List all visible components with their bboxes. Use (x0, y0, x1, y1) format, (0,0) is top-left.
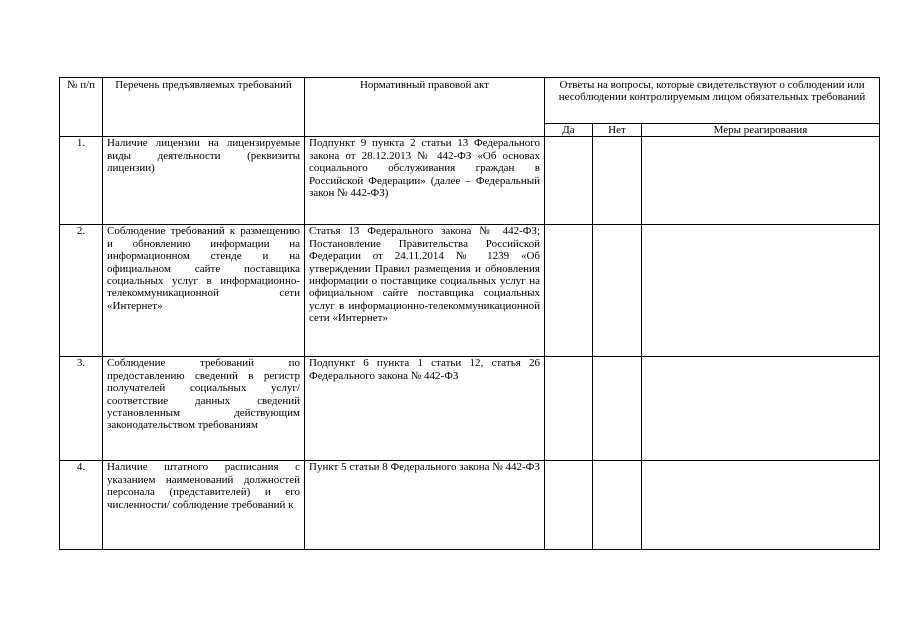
row-measures-cell[interactable] (642, 357, 880, 461)
row-requirement: Наличие лицензии на лицензируемые виды деятельности (реквизиты лицензии) (103, 137, 305, 225)
row-yes-cell[interactable] (545, 137, 593, 225)
header-num: № п/п (60, 78, 103, 137)
row-requirement: Соблюдение требований к размещению и обновлению информации на информационном стенде и на официальном сайте поставщика социальных услуг в информационно-телекоммуникационной сети «Интернет» (103, 225, 305, 357)
header-answers: Ответы на вопросы, которые свидетельствуют о соблюдении или несоблюдении контролируемым лицом обязательных требований (545, 78, 880, 124)
row-yes-cell[interactable] (545, 357, 593, 461)
row-num: 2. (60, 225, 103, 357)
table-row (60, 225, 880, 357)
row-no-cell[interactable] (593, 357, 642, 461)
row-no-cell[interactable] (593, 225, 642, 357)
row-yes-cell[interactable] (545, 461, 593, 550)
row-no-cell[interactable] (593, 137, 642, 225)
table-row (60, 357, 880, 461)
row-measures-cell[interactable] (642, 137, 880, 225)
header-no: Нет (593, 124, 642, 137)
row-no-cell[interactable] (593, 461, 642, 550)
row-measures-cell[interactable] (642, 225, 880, 357)
table-row (60, 137, 880, 225)
header-yes: Да (545, 124, 593, 137)
header-measures: Меры реагирования (642, 124, 880, 137)
row-act: Статья 13 Федерального закона № 442-ФЗ; Постановление Правительства Российской Федерации от 24.11.2014 № 1239 «Об утверждении Правил размещения и обновления информации о поставщике социальных услуг на официальном сайте поставщика социальных услуг в информационно-телекоммуникационной сети «Интернет» (305, 225, 545, 357)
row-act: Подпункт 9 пункта 2 статьи 13 Федерального закона от 28.12.2013 № 442-ФЗ «Об основах социального обслуживания граждан в Российской Федерации» (далее – Федеральный закон № 442-ФЗ) (305, 137, 545, 225)
row-act: Пункт 5 статьи 8 Федерального закона № 442-ФЗ (305, 461, 545, 550)
row-yes-cell[interactable] (545, 225, 593, 357)
row-requirement: Наличие штатного расписания с указанием наименований должностей персонала (представителей) и его численности/ соблюдение требований к (103, 461, 305, 550)
header-act: Нормативный правовой акт (305, 78, 545, 137)
table-row (60, 461, 880, 550)
row-requirement: Соблюдение требований по предоставлению сведений в регистр получателей социальных услуг/соответствие данных сведений установленным действующим законодательством требованиям (103, 357, 305, 461)
row-num: 1. (60, 137, 103, 225)
table-header-row (60, 78, 880, 124)
header-requirements: Перечень предъявляемых требований (103, 78, 305, 137)
row-num: 4. (60, 461, 103, 550)
row-num: 3. (60, 357, 103, 461)
checklist-table (59, 77, 880, 550)
row-act: Подпункт 6 пункта 1 статьи 12, статья 26 Федерального закона № 442-ФЗ (305, 357, 545, 461)
row-measures-cell[interactable] (642, 461, 880, 550)
